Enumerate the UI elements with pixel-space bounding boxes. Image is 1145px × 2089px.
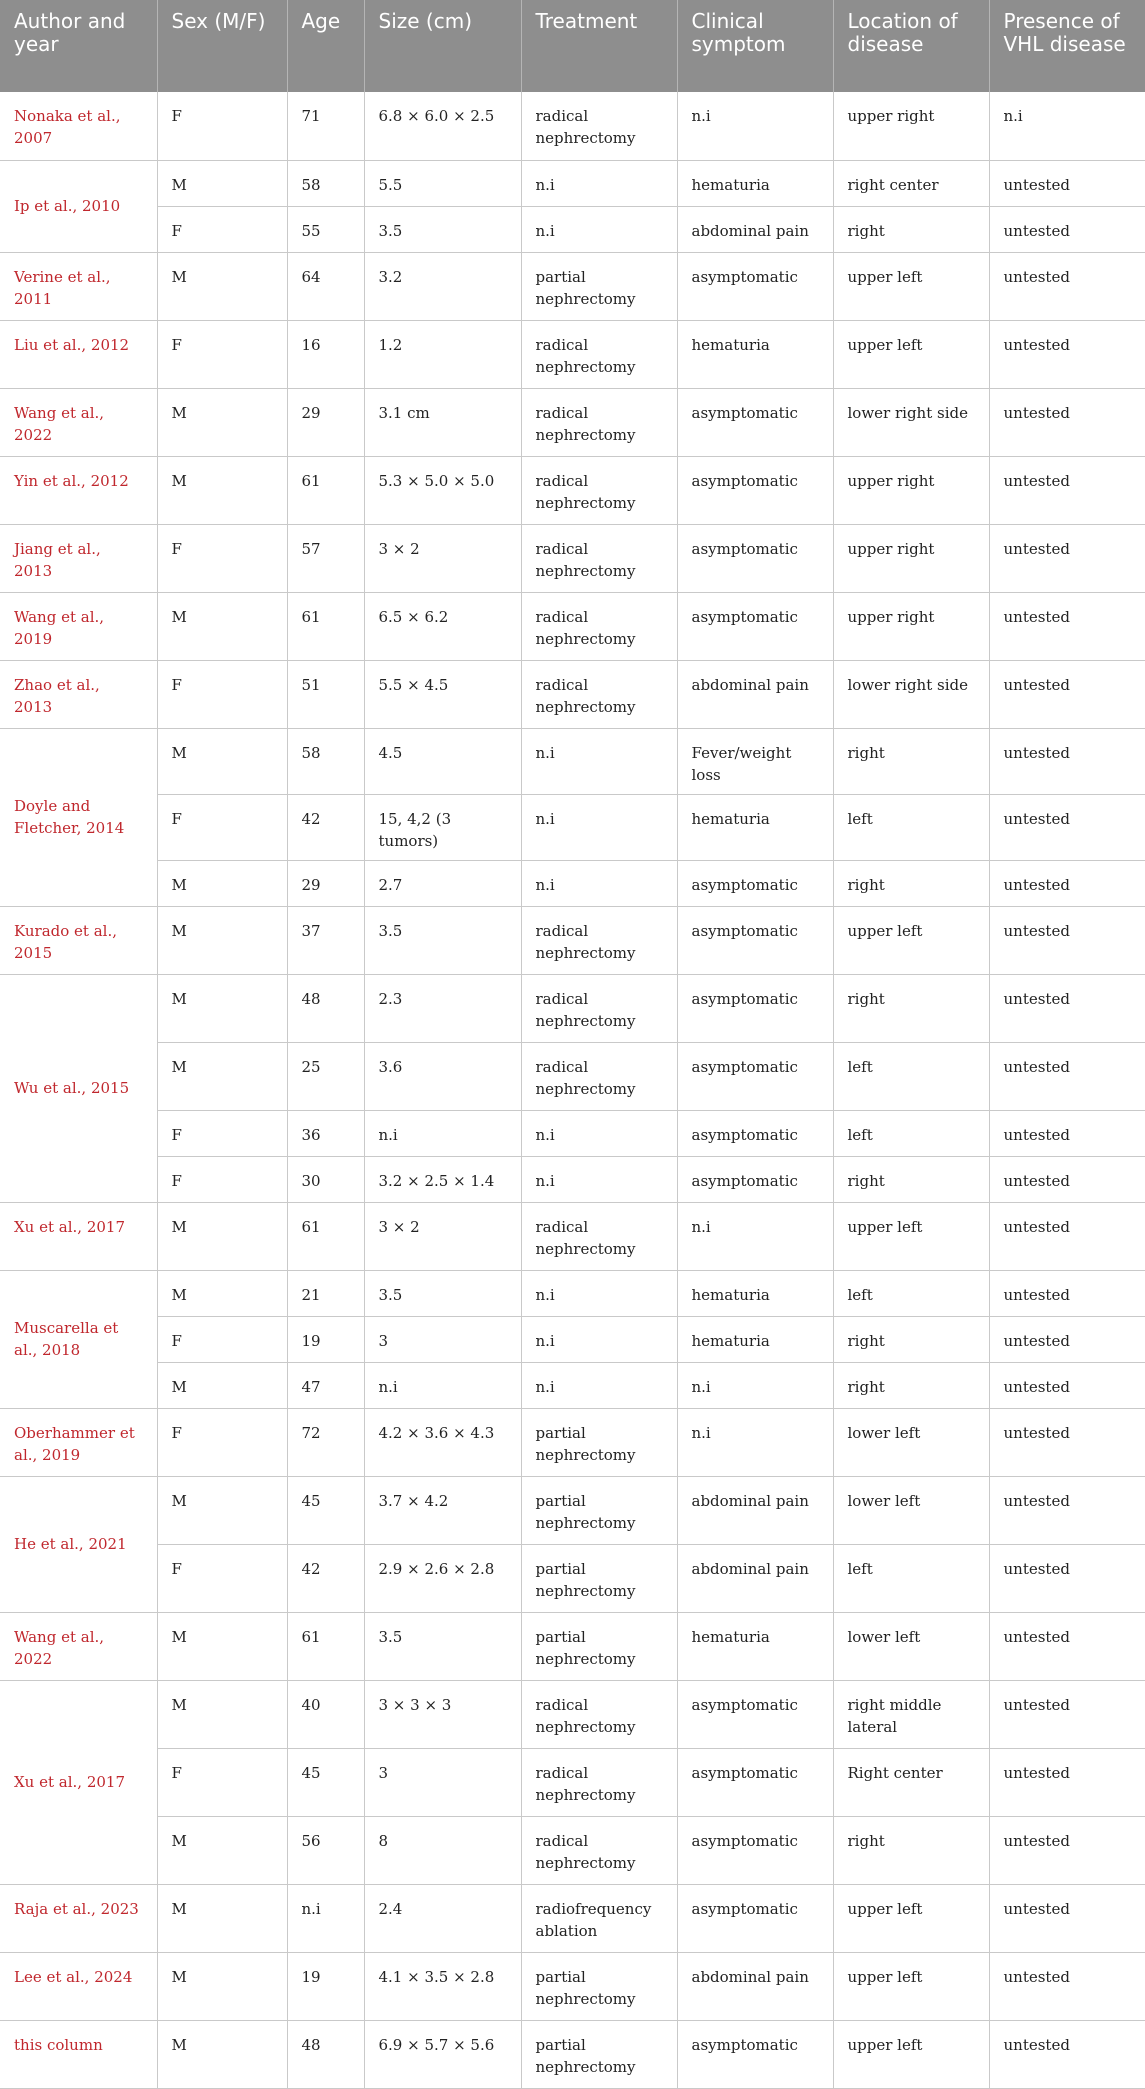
cell-treatment: n.i [521, 160, 677, 206]
cell-location: right middle lateral [833, 1680, 989, 1748]
cell-vhl: untested [989, 1042, 1145, 1110]
cell-sex: M [157, 1952, 287, 2020]
cell-author: Jiang et al., 2013 [0, 524, 157, 592]
cell-vhl: untested [989, 794, 1145, 860]
cell-treatment: radical nephrectomy [521, 456, 677, 524]
cell-location: upper left [833, 1952, 989, 2020]
cell-location: upper left [833, 906, 989, 974]
table-row [0, 794, 1145, 860]
cell-author: Liu et al., 2012 [0, 320, 157, 388]
cell-size: 3.1 cm [364, 388, 521, 456]
cell-symptom: n.i [677, 92, 833, 160]
cell-location: left [833, 1110, 989, 1156]
cell-location: right center [833, 160, 989, 206]
cell-treatment: n.i [521, 1362, 677, 1408]
cell-vhl: untested [989, 388, 1145, 456]
cell-size: 6.9 × 5.7 × 5.6 [364, 2020, 521, 2088]
cell-vhl: untested [989, 1156, 1145, 1202]
cell-location: upper left [833, 320, 989, 388]
cell-author: Lee et al., 2024 [0, 1952, 157, 2020]
cell-author: Yin et al., 2012 [0, 456, 157, 524]
cell-vhl: untested [989, 1202, 1145, 1270]
table-row [0, 206, 1145, 252]
cell-vhl: untested [989, 1270, 1145, 1316]
cell-vhl: untested [989, 2020, 1145, 2088]
cell-vhl: untested [989, 906, 1145, 974]
cell-age: 55 [287, 206, 364, 252]
cell-treatment: radical nephrectomy [521, 906, 677, 974]
cell-author: Zhao et al., 2013 [0, 660, 157, 728]
cell-symptom: asymptomatic [677, 1156, 833, 1202]
cell-author: Ip et al., 2010 [0, 160, 157, 252]
header-sex: Sex (M/F) [157, 0, 287, 92]
cell-size: 3.5 [364, 906, 521, 974]
cell-age: 29 [287, 860, 364, 906]
cell-treatment: radical nephrectomy [521, 1202, 677, 1270]
cell-treatment: radical nephrectomy [521, 1042, 677, 1110]
table-row [0, 92, 1145, 160]
cell-sex: M [157, 1612, 287, 1680]
cell-symptom: asymptomatic [677, 1816, 833, 1884]
cell-author: Nonaka et al., 2007 [0, 92, 157, 160]
cell-location: left [833, 1270, 989, 1316]
cell-author: Xu et al., 2017 [0, 1202, 157, 1270]
cell-author: Raja et al., 2023 [0, 1884, 157, 1952]
cell-sex: F [157, 660, 287, 728]
cell-size: 3.6 [364, 1042, 521, 1110]
cell-age: 64 [287, 252, 364, 320]
cell-treatment: partial nephrectomy [521, 2020, 677, 2088]
cell-sex: M [157, 1476, 287, 1544]
cell-age: 30 [287, 1156, 364, 1202]
table-row [0, 1612, 1145, 1680]
cell-sex: F [157, 320, 287, 388]
cell-size: 6.5 × 6.2 [364, 592, 521, 660]
cell-vhl: untested [989, 860, 1145, 906]
cell-treatment: n.i [521, 860, 677, 906]
cell-vhl: untested [989, 320, 1145, 388]
cell-treatment: radical nephrectomy [521, 524, 677, 592]
cell-sex: M [157, 728, 287, 794]
cell-sex: M [157, 1202, 287, 1270]
cell-size: 3 × 2 [364, 524, 521, 592]
cell-symptom: n.i [677, 1362, 833, 1408]
cell-vhl: untested [989, 592, 1145, 660]
cell-treatment: radical nephrectomy [521, 320, 677, 388]
header-age: Age [287, 0, 364, 92]
cell-age: 42 [287, 794, 364, 860]
cell-symptom: asymptomatic [677, 388, 833, 456]
cell-size: 3.2 [364, 252, 521, 320]
cell-treatment: partial nephrectomy [521, 252, 677, 320]
table-row [0, 1408, 1145, 1476]
cell-location: right [833, 1362, 989, 1408]
cell-sex: M [157, 860, 287, 906]
table-row [0, 860, 1145, 906]
cell-location: Right center [833, 1748, 989, 1816]
cell-vhl: untested [989, 1110, 1145, 1156]
cell-vhl: untested [989, 1884, 1145, 1952]
cell-author: Wu et al., 2015 [0, 974, 157, 1202]
header-treatment: Treatment [521, 0, 677, 92]
cell-symptom: n.i [677, 1408, 833, 1476]
cell-location: lower left [833, 1408, 989, 1476]
cell-location: left [833, 1042, 989, 1110]
table-row [0, 660, 1145, 728]
table-row [0, 1042, 1145, 1110]
cell-vhl: untested [989, 1316, 1145, 1362]
cell-vhl: untested [989, 1816, 1145, 1884]
cell-sex: M [157, 906, 287, 974]
cell-age: 45 [287, 1748, 364, 1816]
cell-size: 3 [364, 1316, 521, 1362]
cell-treatment: radical nephrectomy [521, 1816, 677, 1884]
table-row [0, 1202, 1145, 1270]
cell-location: upper right [833, 92, 989, 160]
cell-vhl: untested [989, 206, 1145, 252]
cell-size: n.i [364, 1110, 521, 1156]
table-row [0, 1816, 1145, 1884]
cell-sex: F [157, 794, 287, 860]
cell-age: 51 [287, 660, 364, 728]
cell-size: 8 [364, 1816, 521, 1884]
cell-symptom: asymptomatic [677, 2020, 833, 2088]
cell-size: 4.5 [364, 728, 521, 794]
cell-treatment: radical nephrectomy [521, 388, 677, 456]
cell-vhl: untested [989, 1680, 1145, 1748]
cell-treatment: n.i [521, 1316, 677, 1362]
cell-author: this column [0, 2020, 157, 2088]
cell-age: 36 [287, 1110, 364, 1156]
cell-size: 3.7 × 4.2 [364, 1476, 521, 1544]
cell-size: 5.5 × 4.5 [364, 660, 521, 728]
cell-size: 1.2 [364, 320, 521, 388]
table-row [0, 592, 1145, 660]
cell-treatment: n.i [521, 728, 677, 794]
cell-age: 19 [287, 1952, 364, 2020]
cell-size: 2.7 [364, 860, 521, 906]
cell-size: 3.5 [364, 206, 521, 252]
table-row [0, 1884, 1145, 1952]
table-row [0, 1110, 1145, 1156]
cell-sex: M [157, 252, 287, 320]
cell-symptom: hematuria [677, 1270, 833, 1316]
cell-treatment: partial nephrectomy [521, 1612, 677, 1680]
cell-symptom: asymptomatic [677, 1884, 833, 1952]
cell-author: He et al., 2021 [0, 1476, 157, 1612]
cell-symptom: asymptomatic [677, 1110, 833, 1156]
cell-vhl: untested [989, 252, 1145, 320]
table-row [0, 160, 1145, 206]
cell-treatment: n.i [521, 794, 677, 860]
cell-location: right [833, 1816, 989, 1884]
cell-age: 47 [287, 1362, 364, 1408]
cell-symptom: asymptomatic [677, 524, 833, 592]
cell-sex: M [157, 1884, 287, 1952]
cell-symptom: n.i [677, 1202, 833, 1270]
cell-age: n.i [287, 1884, 364, 1952]
cell-sex: M [157, 388, 287, 456]
cell-age: 58 [287, 728, 364, 794]
cell-treatment: radical nephrectomy [521, 974, 677, 1042]
cell-sex: M [157, 2020, 287, 2088]
cell-age: 42 [287, 1544, 364, 1612]
cell-vhl: untested [989, 1476, 1145, 1544]
cell-treatment: radical nephrectomy [521, 92, 677, 160]
cell-size: 3 × 3 × 3 [364, 1680, 521, 1748]
cell-symptom: abdominal pain [677, 1544, 833, 1612]
cell-treatment: n.i [521, 206, 677, 252]
cell-age: 21 [287, 1270, 364, 1316]
table-row [0, 1544, 1145, 1612]
cell-symptom: asymptomatic [677, 456, 833, 524]
cell-size: 3.5 [364, 1612, 521, 1680]
cell-symptom: asymptomatic [677, 592, 833, 660]
cell-size: 4.2 × 3.6 × 4.3 [364, 1408, 521, 1476]
table-row [0, 728, 1145, 794]
cell-treatment: radical nephrectomy [521, 1680, 677, 1748]
header-vhl: Presence of VHL disease [989, 0, 1145, 92]
cell-location: upper left [833, 1884, 989, 1952]
cell-size: 5.3 × 5.0 × 5.0 [364, 456, 521, 524]
cell-author: Verine et al., 2011 [0, 252, 157, 320]
cell-vhl: untested [989, 1408, 1145, 1476]
table-row [0, 1362, 1145, 1408]
cell-symptom: abdominal pain [677, 660, 833, 728]
header-row [0, 0, 1145, 92]
cell-vhl: untested [989, 1544, 1145, 1612]
cell-location: lower left [833, 1476, 989, 1544]
cell-symptom: asymptomatic [677, 1042, 833, 1110]
cell-author: Wang et al., 2022 [0, 388, 157, 456]
cell-size: 2.9 × 2.6 × 2.8 [364, 1544, 521, 1612]
table-row [0, 1748, 1145, 1816]
table-row [0, 388, 1145, 456]
table-row [0, 1952, 1145, 2020]
cell-location: right [833, 974, 989, 1042]
cell-author: Wang et al., 2019 [0, 592, 157, 660]
cell-sex: F [157, 1156, 287, 1202]
cell-symptom: hematuria [677, 794, 833, 860]
cell-size: 2.4 [364, 1884, 521, 1952]
cell-treatment: radical nephrectomy [521, 592, 677, 660]
cell-symptom: hematuria [677, 1316, 833, 1362]
cell-treatment: n.i [521, 1156, 677, 1202]
cell-age: 16 [287, 320, 364, 388]
cell-age: 61 [287, 456, 364, 524]
cell-sex: F [157, 524, 287, 592]
cell-vhl: untested [989, 728, 1145, 794]
cell-size: 3.5 [364, 1270, 521, 1316]
cell-sex: F [157, 1408, 287, 1476]
cell-vhl: untested [989, 1612, 1145, 1680]
cell-treatment: n.i [521, 1110, 677, 1156]
header-location: Location of disease [833, 0, 989, 92]
cell-treatment: partial nephrectomy [521, 1952, 677, 2020]
cell-location: upper left [833, 2020, 989, 2088]
cell-age: 72 [287, 1408, 364, 1476]
cell-symptom: hematuria [677, 1612, 833, 1680]
cell-symptom: hematuria [677, 320, 833, 388]
cell-symptom: asymptomatic [677, 1680, 833, 1748]
table-row [0, 906, 1145, 974]
table-row [0, 456, 1145, 524]
cell-location: right [833, 1156, 989, 1202]
cell-treatment: radical nephrectomy [521, 1748, 677, 1816]
cell-sex: M [157, 1362, 287, 1408]
cell-age: 61 [287, 1202, 364, 1270]
cell-age: 37 [287, 906, 364, 974]
table-row [0, 252, 1145, 320]
cell-location: lower right side [833, 388, 989, 456]
cell-treatment: partial nephrectomy [521, 1408, 677, 1476]
cell-location: left [833, 1544, 989, 1612]
cell-sex: F [157, 92, 287, 160]
cell-symptom: abdominal pain [677, 1952, 833, 2020]
cell-symptom: asymptomatic [677, 1748, 833, 1816]
cell-symptom: asymptomatic [677, 906, 833, 974]
cell-vhl: untested [989, 160, 1145, 206]
cell-age: 61 [287, 1612, 364, 1680]
cell-sex: M [157, 1680, 287, 1748]
cell-size: 5.5 [364, 160, 521, 206]
cell-author: Oberhammer et al., 2019 [0, 1408, 157, 1476]
cell-age: 29 [287, 388, 364, 456]
cell-treatment: n.i [521, 1270, 677, 1316]
cell-sex: M [157, 1816, 287, 1884]
cell-treatment: partial nephrectomy [521, 1476, 677, 1544]
cell-location: lower left [833, 1612, 989, 1680]
cell-author: Kurado et al., 2015 [0, 906, 157, 974]
cell-size: 15, 4,2 (3 tumors) [364, 794, 521, 860]
cell-size: 3 × 2 [364, 1202, 521, 1270]
cell-sex: F [157, 1110, 287, 1156]
cell-age: 48 [287, 974, 364, 1042]
cell-symptom: asymptomatic [677, 860, 833, 906]
table-row [0, 1316, 1145, 1362]
cell-author: Doyle and Fletcher, 2014 [0, 728, 157, 906]
cell-sex: F [157, 1316, 287, 1362]
cell-vhl: n.i [989, 92, 1145, 160]
cell-location: upper right [833, 456, 989, 524]
cell-size: 2.3 [364, 974, 521, 1042]
cell-age: 58 [287, 160, 364, 206]
cell-location: right [833, 860, 989, 906]
table-row [0, 2020, 1145, 2088]
cell-location: left [833, 794, 989, 860]
cell-size: n.i [364, 1362, 521, 1408]
cell-age: 45 [287, 1476, 364, 1544]
cell-treatment: radiofrequency ablation [521, 1884, 677, 1952]
cell-symptom: asymptomatic [677, 252, 833, 320]
cell-location: upper right [833, 592, 989, 660]
cell-symptom: abdominal pain [677, 206, 833, 252]
cell-age: 57 [287, 524, 364, 592]
table-body [0, 92, 1145, 2088]
cell-vhl: untested [989, 1748, 1145, 1816]
cell-symptom: asymptomatic [677, 974, 833, 1042]
cell-location: upper left [833, 252, 989, 320]
cell-vhl: untested [989, 974, 1145, 1042]
table-row [0, 1270, 1145, 1316]
cell-vhl: untested [989, 660, 1145, 728]
cell-symptom: hematuria [677, 160, 833, 206]
cell-age: 19 [287, 1316, 364, 1362]
table-row [0, 524, 1145, 592]
cell-author: Wang et al., 2022 [0, 1612, 157, 1680]
cell-author: Muscarella et al., 2018 [0, 1270, 157, 1408]
cell-vhl: untested [989, 524, 1145, 592]
cell-size: 3.2 × 2.5 × 1.4 [364, 1156, 521, 1202]
header-size: Size (cm) [364, 0, 521, 92]
cell-age: 61 [287, 592, 364, 660]
cell-sex: F [157, 1544, 287, 1612]
header-author: Author and year [0, 0, 157, 92]
cell-age: 56 [287, 1816, 364, 1884]
cell-location: lower right side [833, 660, 989, 728]
cell-size: 4.1 × 3.5 × 2.8 [364, 1952, 521, 2020]
table-row [0, 1680, 1145, 1748]
cell-size: 6.8 × 6.0 × 2.5 [364, 92, 521, 160]
cell-location: upper left [833, 1202, 989, 1270]
cell-treatment: partial nephrectomy [521, 1544, 677, 1612]
cell-treatment: radical nephrectomy [521, 660, 677, 728]
table-row [0, 320, 1145, 388]
cell-sex: M [157, 592, 287, 660]
cell-age: 71 [287, 92, 364, 160]
cell-location: right [833, 1316, 989, 1362]
cell-sex: M [157, 974, 287, 1042]
cell-symptom: Fever/weight loss [677, 728, 833, 794]
cell-sex: M [157, 456, 287, 524]
cell-vhl: untested [989, 1952, 1145, 2020]
cell-sex: M [157, 160, 287, 206]
cell-age: 25 [287, 1042, 364, 1110]
cell-age: 48 [287, 2020, 364, 2088]
cell-location: right [833, 206, 989, 252]
cell-sex: F [157, 1748, 287, 1816]
cell-sex: F [157, 206, 287, 252]
cell-age: 40 [287, 1680, 364, 1748]
cell-size: 3 [364, 1748, 521, 1816]
cell-author: Xu et al., 2017 [0, 1680, 157, 1884]
cell-vhl: untested [989, 456, 1145, 524]
header-symptom: Clinical symptom [677, 0, 833, 92]
cell-sex: M [157, 1270, 287, 1316]
cell-sex: M [157, 1042, 287, 1110]
cell-symptom: abdominal pain [677, 1476, 833, 1544]
cell-vhl: untested [989, 1362, 1145, 1408]
table-row [0, 1156, 1145, 1202]
cell-location: right [833, 728, 989, 794]
cell-location: upper right [833, 524, 989, 592]
table-row [0, 974, 1145, 1042]
table-row [0, 1476, 1145, 1544]
